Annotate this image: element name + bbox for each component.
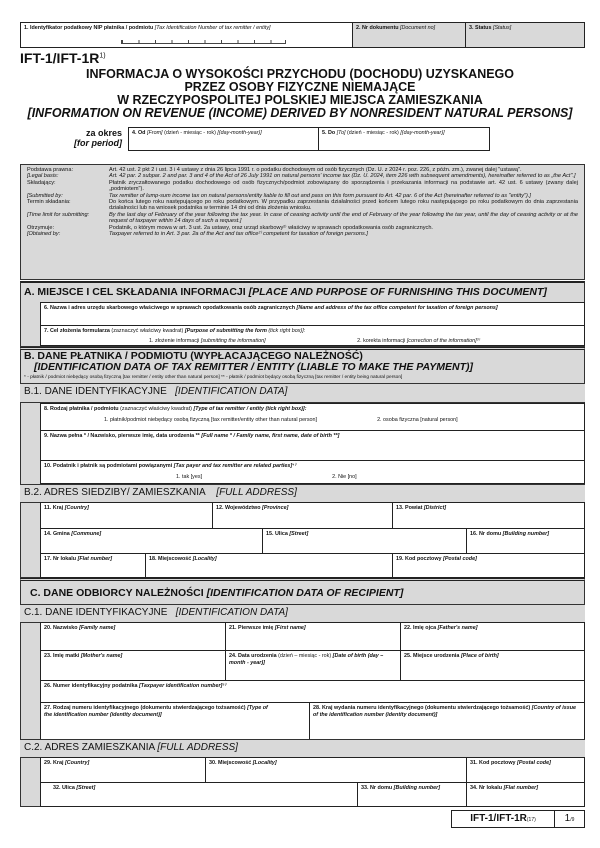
option-other-than-natural[interactable]: 1. płatnik/podmiot niebędący osobą fizyczną [tax remitter/entity other than natural person] [104,416,318,423]
label: 7. Cel złożenia formularza [44,328,110,334]
label-en: [Commune] [71,531,102,537]
page-number [554,810,585,828]
label-hint-en: [(day-month-year)] [217,130,262,136]
info-value: Taxpayer referred to in Art. 3 par. 2a of the Act and tax office²⁾ competent for taxation of foreign persons.] [109,231,368,238]
page-title-en: [INFORMATION ON REVENUE (INCOME) DERIVED BY NONRESIDENT NATURAL PERSONS] [27,106,573,120]
option-submitting[interactable] [149,338,266,345]
label-en: [Name and address of the tax office competent for taxation of foreign persons] [296,305,498,311]
label: 32. Ulica [53,785,75,791]
label-en: [Type of tax remitter / entity (tick right box)]: [193,406,307,412]
field-2-document-no [352,22,466,48]
option-no[interactable]: 2. Nie [no] [332,473,357,480]
label-en: [Document no] [400,25,436,31]
field-33-building-number[interactable] [357,782,467,807]
footnote-ref: 1) [99,52,106,60]
label-hint: (dzień – miesiąc - rok) [278,653,332,659]
title-pl: B.1. DANE IDENTYFIKACYJNE [24,386,167,397]
label: 22. Imię ojca [404,625,437,631]
field-13-district[interactable] [392,502,585,529]
info-key: Podstawa prawna: [27,167,74,173]
field-3-status [465,22,585,48]
label: 34. Nr lokalu [470,785,503,791]
label: 10. Podatnik i płatnik są podmiotami powiązanymi [44,463,173,469]
label-en: [Locality] [192,556,217,562]
label: 18. Miejscowość [149,556,192,562]
title-en: [FULL ADDRESS] [157,742,238,753]
label-en: [To] [336,130,346,136]
info-value: Art. 42 par. 2 subpar. 2 and par. 3 and 4 of the Act of 26 July 1991 on natural persons' income tax (Dz. U. 2024, item 226 with subsequent amendments), hereinafter referred to as „the Act".] [109,173,576,180]
label-en: [Mother's name] [80,653,123,659]
label: 27. Rodzaj numeru identyfikacyjnego (dokumentu stwierdzającego tożsamość) [44,705,246,711]
title-pl: C.1. DANE IDENTYFIKACYJNE [24,607,168,618]
field-30-locality[interactable] [205,757,467,783]
label: 1. Identyfikator podatkowy NIP płatnika / podmiotu [24,25,154,31]
info-value: By the last day of February of the year following the tax year. In case of ceasing activity until the end of February of the year following the tax year, until the day of ceasing activity or at the request of taxpayer within 14 days of such a request.] [109,211,578,225]
label-en: [Full name * / Family name, first name, date of birth **] [201,433,340,439]
option-correction[interactable] [357,338,480,344]
label-en: [Type of the identification number (identity document)] [44,705,268,718]
label: 11. Kraj [44,505,64,511]
label: 24. Data urodzenia [229,653,277,659]
title-en: [IDENTIFICATION DATA] [175,607,288,618]
period-label-pl: za okres [85,128,122,138]
field-4-from-date[interactable] [128,127,319,151]
field-32-street[interactable] [40,782,358,807]
label: 6. Nazwa i adres urzędu skarbowego właściwego w sprawach opodatkowania osób zagranicznych [44,305,296,311]
label-en: [Street] [76,785,96,791]
field-5-to-date[interactable] [318,127,490,151]
label: 13. Powiat [396,505,423,511]
label-en: [Province] [262,505,289,511]
field-18-locality[interactable] [145,553,393,578]
label-en: [Date of birth (day – month - year)] [229,653,384,666]
field-34-flat-number[interactable] [466,782,585,807]
label: 3. Status [469,25,492,31]
label-en: [Locality] [252,760,277,766]
label-hint-en: (tick right box)]: [268,328,306,334]
label-en: [Status] [492,25,512,31]
label-en: [First name] [274,625,306,631]
info-value: Tax remitter of lump-sum income tax on natural persons/entity liable to fill out and pass on this form pursuant to Art. 42 par. 6 of the Act (hereinafter referred to as "entity").] [109,192,531,199]
label-en: [Flat number] [503,785,539,791]
form-code [20,50,106,66]
page-title-line-3: W RZECZYPOSPOLITEJ POLSKIEJ MIEJSCA ZAMIESZKANIA [117,93,483,107]
title-en: [PLACE AND PURPOSE OF FURNISHING THIS DOCUMENT] [248,286,547,298]
label: 4. Od [132,130,146,136]
label: 14. Gmina [44,531,70,537]
label-hint: (zaznaczyć właściwy kwadrat) [111,328,184,334]
label-hint-en: [(day-month-year)] [400,130,445,136]
option-label: 2. korekta informacji [357,337,406,344]
b2-header [20,484,585,503]
page-current: 1 [564,813,571,824]
form-version: (17) [526,817,536,823]
field-12-province[interactable] [212,502,393,529]
field-27-id-type[interactable] [40,702,310,740]
title-pl: B.2. ADRES SIEDZIBY/ ZAMIESZKANIA [24,487,206,498]
field-6-tax-office[interactable] [40,302,585,326]
label-hint: (dzień - miesiąc - rok) [346,130,399,136]
section-b-title [24,351,473,373]
page-total: /9 [570,817,575,823]
field-20-family-name[interactable] [40,622,226,651]
label-en: [Family name] [79,625,116,631]
field-19-postal-code[interactable] [392,553,585,578]
field-17-flat-number[interactable] [40,553,146,578]
label: 26. Numer identyfikacyjny podatnika [44,683,138,689]
label: 17. Nr lokalu [44,556,77,562]
label: 28. Kraj wydania numeru identyfikacyjnego (dokumentu stwierdzającego tożsamość) [313,705,531,711]
label-en: [Country] [64,760,90,766]
option-natural-person[interactable]: 2. osoba fizyczna [natural person] [377,416,458,423]
form-code: IFT-1/IFT-1R [470,813,527,824]
title-en: [IDENTIFICATION DATA] [175,386,288,397]
label-en: [Building number] [502,531,550,537]
label: 33. Nr domu [361,785,393,791]
label-en: [Country of issue of the identification number (identity document)] [313,705,577,718]
form-code-text: IFT-1/IFT-1R [20,50,100,66]
title-en: [IDENTIFICATION DATA OF RECIPIENT] [206,587,404,599]
label: 21. Pierwsze imię [229,625,274,631]
label: 20. Nazwisko [44,625,78,631]
field-9-full-name[interactable] [40,430,585,461]
label-en: [Postal code] [517,760,551,766]
option-label-en: [submitting the information] [200,337,266,344]
label: 12. Województwo [216,505,261,511]
page-title-line-1: INFORMACJA O WYSOKOŚCI PRZYCHODU (DOCHODU) UZYSKANEGO [85,67,514,81]
field-31-postal-code[interactable] [466,757,585,783]
nip-digit-ticks [121,40,286,44]
field-14-commune[interactable] [40,528,263,554]
section-a-title [24,286,547,298]
info-key: [Submitted by: [27,192,63,199]
label-en: [Postal code] [443,556,477,562]
label-en: [Purpose of submitting the form [184,328,267,334]
title-pl: A. MIEJSCE I CEL SKŁADANIA INFORMACJI [24,286,246,298]
info-row [27,180,578,193]
label-en: [Street] [289,531,309,537]
footer-form-code [451,810,555,828]
label: 25. Miejsce urodzenia [404,653,460,659]
field-15-street[interactable] [262,528,467,554]
field-7-purpose[interactable] [40,325,585,346]
label: 5. Do [322,130,336,136]
label-en: [Building number] [393,785,441,791]
info-block [20,164,585,280]
label-en: [Place of birth] [460,653,499,659]
info-row [27,199,578,212]
label-en: [Tax Identification Number of tax remitter / entity] [154,25,271,31]
label: 2. Nr dokumentu [356,25,399,31]
label-en: [Flat number] [77,556,113,562]
field-22-fathers-name[interactable] [400,622,585,651]
label: 15. Ulica [266,531,288,537]
label: 9. Nazwa pełna * / Nazwisko, pierwsze imię, data urodzenia ** [44,433,200,439]
label: 23. Imię matki [44,653,80,659]
info-row [27,231,578,237]
label: 16. Nr domu [470,531,502,537]
info-row [27,212,578,225]
label: 19. Kod pocztowy [396,556,442,562]
info-value: Podatnik, o którym mowa w art. 3 ust. 2a ustawy, oraz urząd skarbowy²⁾ właściwy w sprawach opodatkowania osób zagranicznych. [109,224,433,231]
field-23-mothers-name[interactable] [40,650,226,681]
title-pl: B. DANE PŁATNIKA / PODMIOTU (WYPŁACAJĄCEGO NALEŻNOŚĆ) [24,350,363,362]
option-label-en: [correction of the information]³⁾ [406,337,480,344]
label-hint: (dzień - miesiąc - rok) [164,130,216,136]
title-pl: C.2. ADRES ZAMIESZKANIA [24,742,155,753]
c1-header [20,604,585,623]
label-en: [Taxpayer identification number]⁵⁾ [138,683,226,689]
c2-header [20,739,585,758]
field-24-date-of-birth[interactable] [225,650,401,681]
info-key: [Legal basis: [27,173,59,180]
period-label-en: [for period] [74,138,122,148]
period-label [60,128,122,148]
field-26-taxpayer-id[interactable] [40,680,585,703]
field-28-id-issuing-country[interactable] [309,702,585,740]
label-hint: (zaznaczyć właściwy kwadrat) [120,406,192,412]
option-label: 1. złożenie informacji [149,337,200,344]
label: 31. Kod pocztowy [470,760,516,766]
info-key: [Time limit for submitting: [27,211,90,218]
label-en: [From] [146,130,163,136]
info-key: Składający: [27,179,56,186]
field-21-first-name[interactable] [225,622,401,651]
page-title-line-2: PRZEZ OSOBY FIZYCZNE NIEMAJĄCE [184,80,416,94]
label-en: [Father's name] [437,625,478,631]
info-value: Do końca lutego roku następującego po roku podatkowym. W przypadku zaprzestania działalności przed końcem lutego roku następującego po roku podatkowym do dnia zaprzestania działalności lub na wniosek podatnika w terminie 14 dni od dnia złożenia wniosku. [109,199,578,212]
field-11-country[interactable] [40,502,213,529]
info-key: [Obtained by: [27,231,61,238]
field-25-place-of-birth[interactable] [400,650,585,681]
field-29-country[interactable] [40,757,206,783]
title-en: [IDENTIFICATION DATA OF TAX REMITTER / ENTITY (LIABLE TO MAKE THE PAYMENT)] [34,361,474,373]
label-en: [District] [423,505,447,511]
info-key: Termin składania: [27,199,71,206]
field-1-nip[interactable] [20,22,353,48]
field-8-remitter-type[interactable] [40,403,585,431]
label: 29. Kraj [44,760,64,766]
label: 30. Miejscowość [209,760,252,766]
field-16-building-number[interactable] [466,528,585,554]
info-key: Otrzymuje: [27,224,55,231]
option-yes[interactable]: 1. tak [yes] [176,473,203,480]
label-en: [Country] [64,505,89,511]
section-c-title [30,587,403,599]
b1-header [20,383,585,403]
title-en: [FULL ADDRESS] [216,487,297,498]
section-b-footnote: * - płatnik / podmiot niebędący osobą fizyczną [tax remitter / entity other than natural person] ** - płatnik / podmiot będący osobą fizyczną [tax remitter / entity being natural person] [24,375,403,380]
field-10-related-parties[interactable] [40,460,585,484]
info-value: Płatnik zryczałtowanego podatku dochodowego od osób fizycznych/podmiot zobowiązany do sporządzenia i przekazania informacji na podstawie art. 42 ust. 6 ustawy (zwany dalej „podmiotem"). [109,179,578,193]
info-value: Art. 42 ust. 2 pkt 2 i ust. 3 i 4 ustawy z dnia 26 lipca 1991 r. o podatku dochodowym od osób fizycznych (Dz. U. z 2024 r. poz. 226, z późn. zm.), zwanej dalej "ustawą". [109,167,522,173]
title-pl: C. DANE ODBIORCY NALEŻNOŚCI [30,587,204,599]
label-en: [Tax payer and tax remitter are related parties]⁴⁾ [173,463,296,469]
label: 8. Rodzaj płatnika / podmiotu [44,406,119,412]
